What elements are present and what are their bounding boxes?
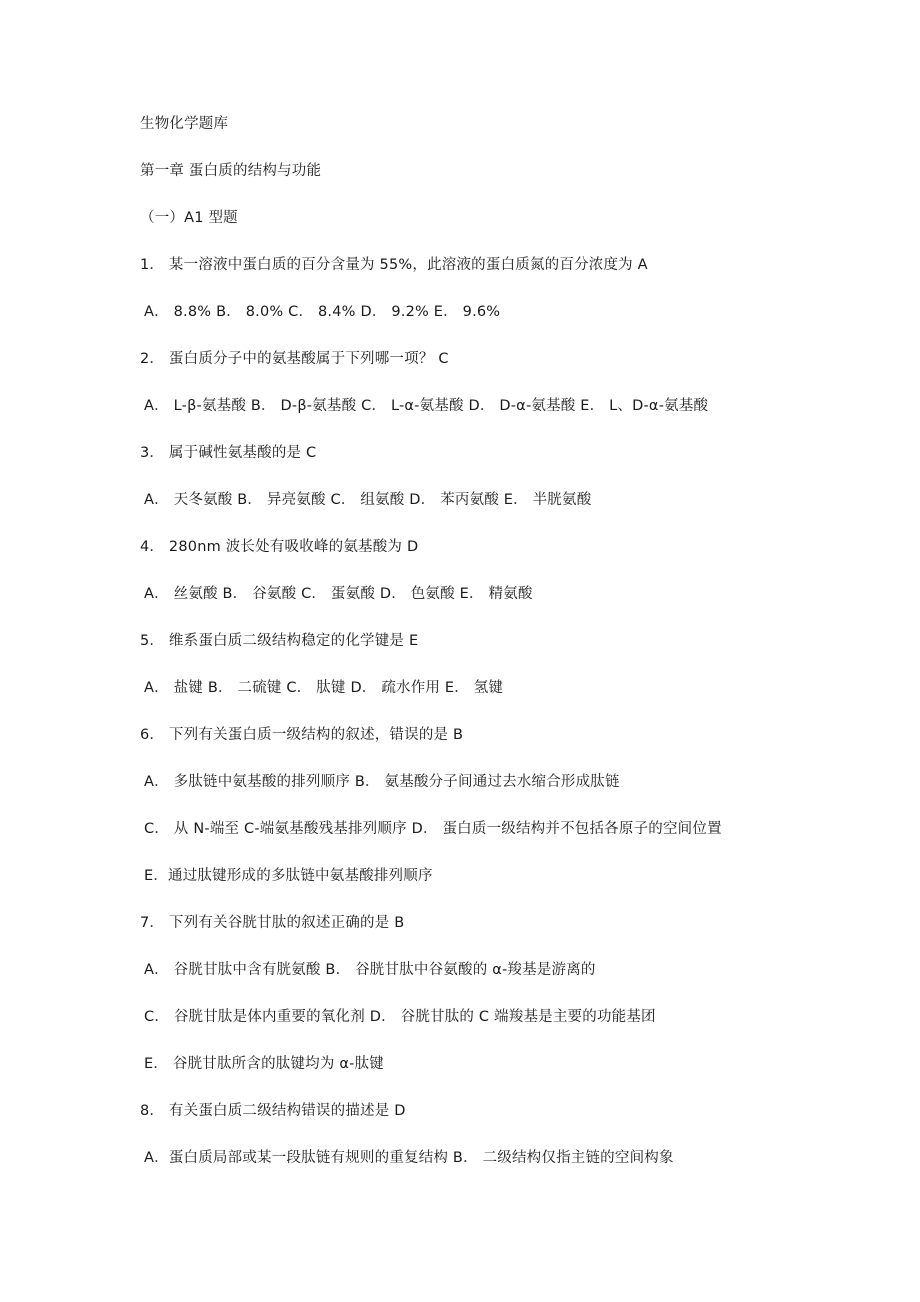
question-options: A． 谷胱甘肽中含有胱氨酸 B． 谷胱甘肽中谷氨酸的 α-羧基是游离的 [144,962,596,978]
question-stem: 3． 属于碱性氨基酸的是 C [140,445,317,461]
question-stem: 7． 下列有关谷胱甘肽的叙述正确的是 B [140,915,405,931]
question-stem: 1． 某一溶液中蛋白质的百分含量为 55%，此溶液的蛋白质氮的百分浓度为 A [140,257,648,273]
question-options: A． 8.8% B． 8.0% C． 8.4% D． 9.2% E． 9.6% [144,304,501,320]
question-options: C． 从 N-端至 C-端氨基酸残基排列顺序 D． 蛋白质一级结构并不包括各原子的空间位置 [144,821,722,837]
question-options: A． 盐键 B． 二硫键 C． 肽键 D． 疏水作用 E． 氢键 [144,680,504,696]
question-stem: 6． 下列有关蛋白质一级结构的叙述，错误的是 B [140,727,464,743]
question-stem: 5． 维系蛋白质二级结构稳定的化学键是 E [140,633,419,649]
question-options: E．通过肽键形成的多肽链中氨基酸排列顺序 [144,868,433,884]
question-stem: 8． 有关蛋白质二级结构错误的描述是 D [140,1103,406,1119]
question-options: A． L-β-氨基酸 B． D-β-氨基酸 C． L-α-氨基酸 D． D-α-氨基酸 E． L、D-α-氨基酸 [144,398,709,414]
question-options: E． 谷胱甘肽所含的肽键均为 α-肽键 [144,1056,384,1072]
document-title: 生物化学题库 [140,116,229,132]
question-options: A． 丝氨酸 B． 谷氨酸 C． 蛋氨酸 D． 色氨酸 E． 精氨酸 [144,586,533,602]
question-options: A． 天冬氨酸 B． 异亮氨酸 C． 组氨酸 D． 苯丙氨酸 E． 半胱氨酸 [144,492,592,508]
question-stem: 2． 蛋白质分子中的氨基酸属于下列哪一项？ C [140,351,449,367]
question-options: A． 多肽链中氨基酸的排列顺序 B． 氨基酸分子间通过去水缩合形成肽链 [144,774,620,790]
question-options: C． 谷胱甘肽是体内重要的氧化剂 D． 谷胱甘肽的 C 端羧基是主要的功能基团 [144,1009,656,1025]
section-heading: （一）A1 型题 [140,210,238,226]
chapter-heading: 第一章 蛋白质的结构与功能 [140,163,322,179]
question-options: A．蛋白质局部或某一段肽链有规则的重复结构 B． 二级结构仅指主链的空间构象 [144,1150,674,1166]
question-stem: 4． 280nm 波长处有吸收峰的氨基酸为 D [140,539,419,555]
